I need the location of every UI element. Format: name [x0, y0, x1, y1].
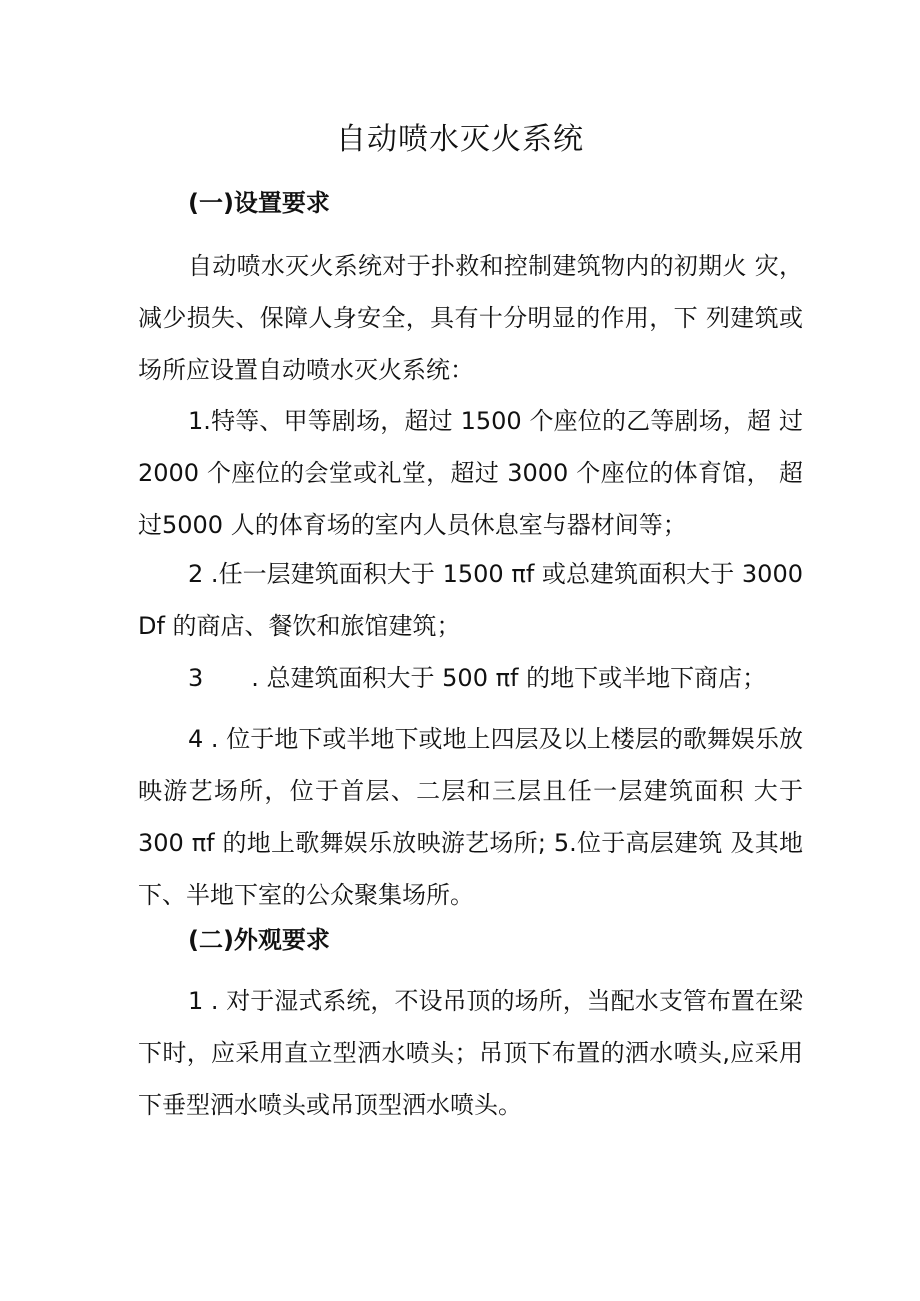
paragraph-appearance-item-1: 1 . 对于湿式系统，不设吊顶的场所，当配水支管布置在梁下时，应采用直立型洒水喷头；吊顶下布置的洒水喷头,应采用下垂型洒水喷头或吊顶型洒水喷头。: [138, 987, 803, 1119]
paragraph-item-2: 2 .任一层建筑面积大于 1500 πf 或总建筑面积大于 3000 Df 的商店、餐饮和旅馆建筑；: [138, 560, 803, 640]
section-heading-setup-requirements: (一)设置要求: [188, 189, 330, 217]
document-title: 自动喷水灭火系统: [336, 122, 584, 157]
paragraph-item-1: 1.特等、甲等剧场，超过 1500 个座位的乙等剧场，超 过2000 个座位的会堂或礼堂，超过 3000 个座位的体育馆， 超过5000 人的体育场的室内人员休息室与器材间等；: [138, 407, 803, 539]
paragraph-item-4: 4 . 位于地下或半地下或地上四层及以上楼层的歌舞娱乐放映游艺场所，位于首层、二层和三层且任一层建筑面积 大于 300 πf 的地上歌舞娱乐放映游艺场所; 5.位于高层建筑 及其地下、半地下室的公众聚集场所。: [138, 725, 803, 909]
paragraph-intro: 自动喷水灭火系统对于扑救和控制建筑物内的初期火 灾，减少损失、保障人身安全，具有十分明显的作用，下 列建筑或场所应设置自动喷水灭火系统：: [138, 252, 803, 384]
paragraph-item-3: 3 . 总建筑面积大于 500 πf 的地下或半地下商店；: [188, 664, 767, 692]
section-heading-appearance-requirements: (二)外观要求: [188, 926, 330, 954]
